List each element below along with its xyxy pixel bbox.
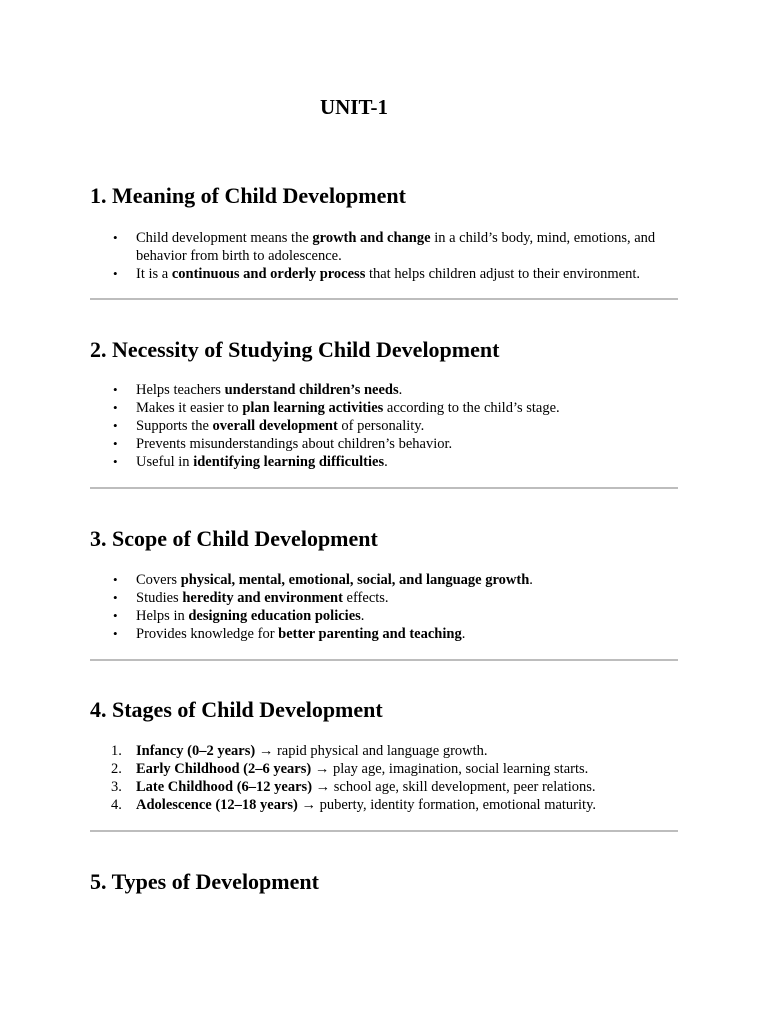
section-5-heading: 5. Types of Development [90,869,319,894]
list-item: 1. Infancy (0–2 years) → rapid physical and language growth. [111,743,488,759]
arrow-icon: → [258,743,274,759]
list-item: 3. Late Childhood (6–12 years) → school age, skill development, peer relations. [111,779,596,795]
list-item: • Child development means the growth and change in a child’s body, mind, emotions, and behavior from birth to adolescence. [90,229,680,265]
list-item: • Helps teachers understand children’s needs. [90,381,680,399]
section-divider [90,298,678,300]
list-item: • Useful in identifying learning difficulties. [90,453,680,471]
section-divider [90,487,678,489]
section-2-list [90,381,680,471]
section-3-heading: 3. Scope of Child Development [90,526,378,551]
arrow-icon: → [315,779,331,795]
list-item: • Makes it easier to plan learning activities according to the child’s stage. [90,399,680,417]
list-item: • Helps in designing education policies. [90,607,680,625]
unit-title: UNIT-1 [319,95,389,119]
list-item: • Prevents misunderstandings about children’s behavior. [90,435,680,453]
section-1-heading: 1. Meaning of Child Development [90,183,406,208]
section-4-heading: 4. Stages of Child Development [90,697,383,722]
list-item: 2. Early Childhood (2–6 years) → play age, imagination, social learning starts. [111,761,589,777]
arrow-icon: → [301,797,316,813]
section-3-list [90,571,680,643]
list-item: • Supports the overall development of personality. [90,417,680,435]
section-divider [90,659,678,661]
section-divider [90,830,678,832]
section-2-heading: 2. Necessity of Studying Child Development [90,337,500,362]
list-item: • It is a continuous and orderly process that helps children adjust to their environment. [90,265,680,283]
arrow-icon: → [314,761,330,777]
list-item: 4. Adolescence (12–18 years) → puberty, identity formation, emotional maturity. [111,797,597,813]
list-item: • Provides knowledge for better parenting and teaching. [90,625,680,643]
section-1-list [90,229,680,283]
list-item: • Studies heredity and environment effects. [90,589,680,607]
list-item: • Covers physical, mental, emotional, social, and language growth. [90,571,680,589]
section-4-list [90,742,680,814]
